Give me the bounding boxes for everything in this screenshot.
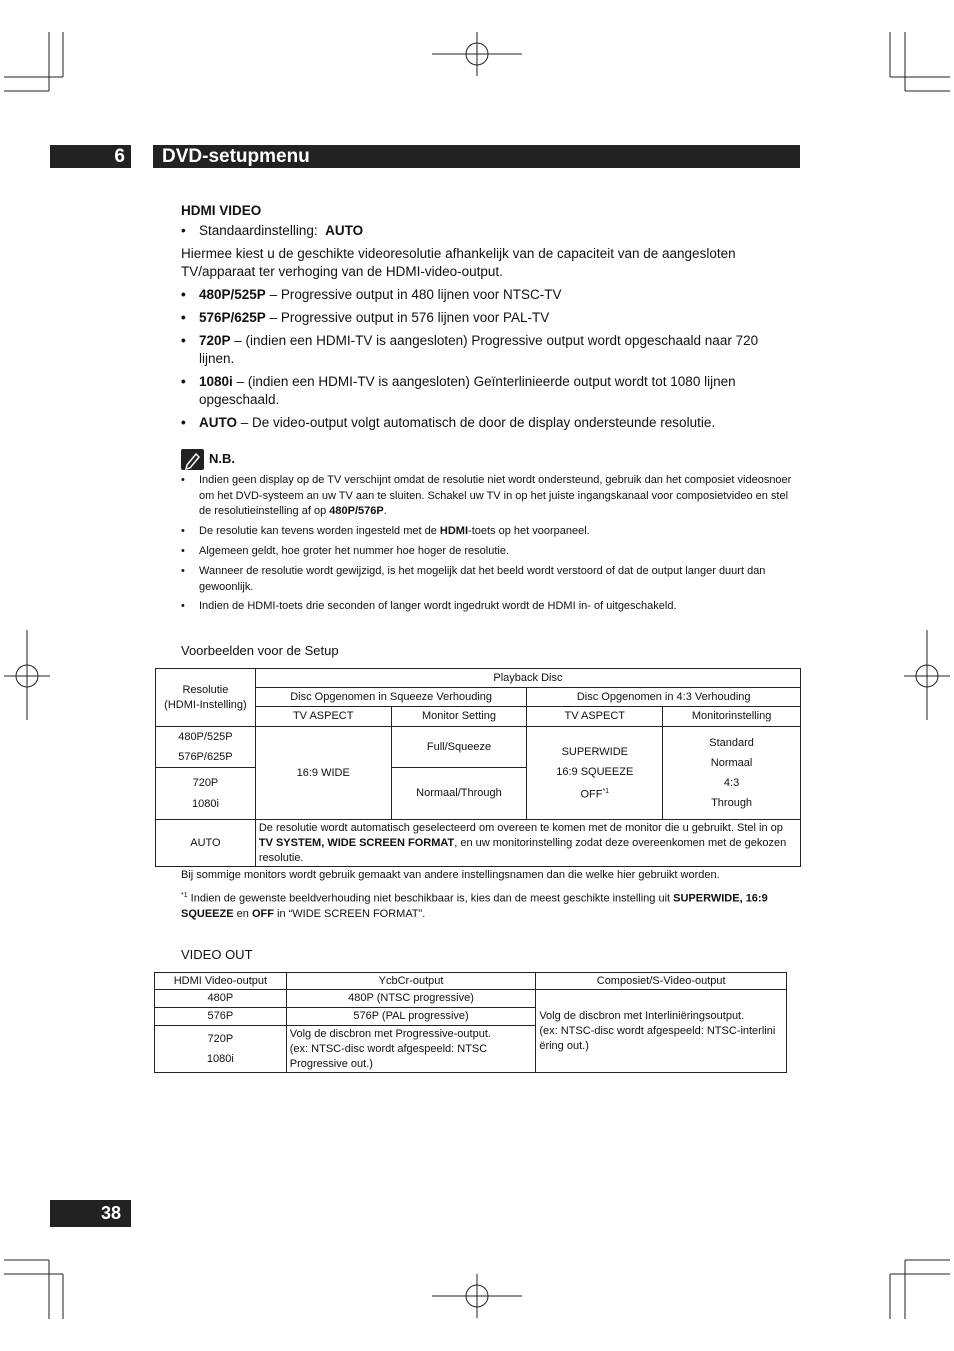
option-item: • 1080i – (indien een HDMI-TV is aangesloten) Geïnterlinieerde output wordt tot 1080 lijnen opgeschaald.	[181, 374, 736, 407]
option-item: • 720P – (indien een HDMI-TV is aangesloten) Progressive output wordt opgeschaald naar 720 lijnen.	[181, 333, 759, 366]
chapter-number: 6	[50, 145, 131, 168]
setup-examples-table	[155, 668, 801, 867]
option-item: • 576P/625P – Progressive output in 576 lijnen voor PAL-TV	[181, 310, 550, 325]
table-cell: 720P 1080i	[155, 1026, 287, 1073]
note-item: • Indien de HDMI-toets drie seconden of langer wordt ingedrukt wordt de HDMI in- of uitgeschakeld.	[181, 600, 677, 612]
page-number: 38	[50, 1200, 131, 1227]
table-cell: Monitorinstelling	[663, 707, 801, 727]
table-cell: Standard Normaal 4:3 Through	[663, 727, 801, 820]
table-cell: 576P	[155, 1008, 287, 1026]
table-cell: Full/Squeeze	[391, 727, 527, 768]
default-value: AUTO	[325, 223, 364, 238]
table-cell: Volg de discbron met Progressive-output. (ex: NTSC-disc wordt afgespeeld: NTSC Progressive out.)	[286, 1026, 536, 1073]
table-cell: TV ASPECT	[527, 707, 663, 727]
footnote: $^{*1}$ Indien de gewenste beeldverhouding niet beschikbaar is, kies dan de meest geschikte instelling uit SUPERWIDE, 16:9 SQUEEZE en OFF in “WIDE SCREEN FORMAT”.	[181, 892, 768, 920]
hdmi-intro: Hiermee kiest u de geschikte videoresolutie afhankelijk van de capaciteit van de aangesloten TV/apparaat ter verhoging van de HDMI-video-output.	[181, 246, 736, 279]
table-cell: HDMI Video-output	[155, 973, 287, 990]
table-cell: AUTO	[156, 820, 256, 867]
table-cell: Monitor Setting	[391, 707, 527, 727]
table-cell: 720P 1080i	[156, 768, 256, 820]
table-cell: YcbCr-output	[286, 973, 536, 990]
table-cell: Composiet/S-Video-output	[536, 973, 787, 990]
table-cell: SUPERWIDE 16:9 SQUEEZE OFF$^{*1}$	[527, 727, 663, 820]
note-label: N.B.	[209, 451, 235, 466]
table-cell: De resolutie wordt automatisch geselecteerd om overeen te komen met de monitor die u gebruikt. Stel in op TV SYSTEM, WIDE SCREEN FORMAT, en uw monitorinstelling zodat deze overeenkomen met de gekozen resolutie.	[255, 820, 800, 867]
chapter-title: DVD-setupmenu	[153, 145, 800, 168]
pencil-icon	[181, 449, 204, 470]
table-cell: 16:9 WIDE	[255, 727, 391, 820]
option-item: • 480P/525P – Progressive output in 480 lijnen voor NTSC-TV	[181, 287, 562, 302]
table-cell: Disc Opgenomen in 4:3 Verhouding	[527, 688, 801, 707]
note-item: • Algemeen geldt, hoe groter het nummer hoe hoger de resolutie.	[181, 545, 510, 557]
default-setting: • Standaardinstelling: AUTO	[181, 223, 364, 238]
table-cell: 576P (PAL progressive)	[286, 1008, 536, 1026]
default-label: Standaardinstelling:	[199, 223, 318, 238]
note-item: • Indien geen display op de TV verschijnt omdat de resolutie niet wordt ondersteund, gebruik dan het composiet videosnoer om het DVD-systeem an uw TV aan te sluiten. Schakel uw TV in op het juiste ingangskanaal voor composietvideo en stel de resolutieinstelling af op 480P/576P.	[181, 474, 792, 517]
table-cell: Playback Disc	[255, 669, 800, 688]
video-out-table	[154, 972, 787, 1073]
table-cell: 480P/525P 576P/625P	[156, 727, 256, 768]
table-cell: 480P (NTSC progressive)	[286, 990, 536, 1008]
setup-examples-heading: Voorbeelden voor de Setup	[181, 643, 339, 658]
table-cell: Normaal/Through	[391, 768, 527, 820]
note-item: • Wanneer de resolutie wordt gewijzigd, is het mogelijk dat het beeld wordt verstoord of dat de output langer duurt dan gewoonlijk.	[181, 565, 766, 593]
table-cell: Disc Opgenomen in Squeeze Verhouding	[255, 688, 527, 707]
hdmi-video-heading: HDMI VIDEO	[181, 203, 262, 218]
table-cell: TV ASPECT	[255, 707, 391, 727]
footnote: Bij sommige monitors wordt gebruik gemaakt van andere instellingsnamen dan die welke hier gebruikt worden.	[181, 869, 720, 881]
table-cell: Resolutie (HDMI-Instelling)	[156, 669, 256, 727]
table-cell: 480P	[155, 990, 287, 1008]
option-item: • AUTO – De video-output volgt automatisch de door de display ondersteunde resolutie.	[181, 415, 716, 430]
note-item: • De resolutie kan tevens worden ingesteld met de HDMI-toets op het voorpaneel.	[181, 525, 590, 537]
video-out-heading: VIDEO OUT	[181, 947, 253, 962]
table-cell: Volg de discbron met Interliniëringsoutput. (ex: NTSC-disc wordt afgespeeld: NTSC-interlini ëring out.)	[536, 990, 787, 1073]
